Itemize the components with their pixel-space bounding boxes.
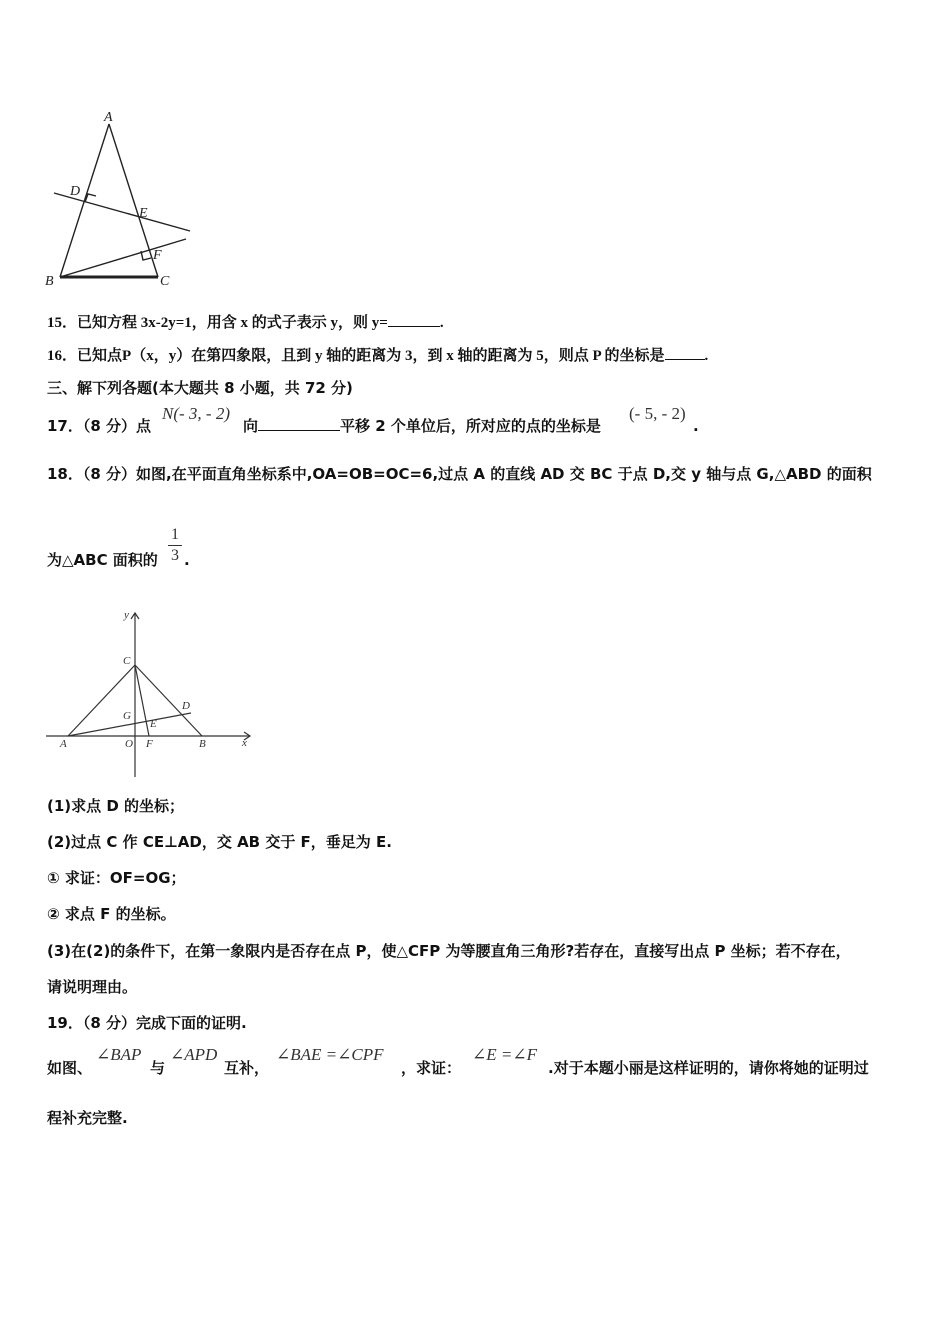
label-b: B <box>45 274 54 289</box>
label-e: E <box>139 206 148 221</box>
question-18-part-2b: ② 求点 F 的坐标。 <box>47 905 176 923</box>
label-e: E <box>150 718 157 730</box>
point-n: N(- 3, - 2) <box>162 404 230 423</box>
question-19-prove: ，求证： <box>401 1059 462 1077</box>
question-18: 18．（8 分）如图,在平面直角坐标系中,OA=OB=OC=6,过点 A 的直线 AD 交 BC 于点 D,交 y 轴与点 G,△ABD 的面积 <box>47 465 872 483</box>
question-18-line2: 为△ABC 面积的 <box>47 551 158 569</box>
segment-ab <box>60 124 109 277</box>
figure-coordinate-plane <box>40 605 260 785</box>
section-3-title: 三、解下列各题(本大题共 8 小题，共 72 分) <box>47 379 353 397</box>
segment-cf <box>135 665 149 736</box>
label-c: C <box>123 655 131 667</box>
angle-bap: ∠BAP <box>96 1045 142 1064</box>
question-19-rest: .对于本题小丽是这样证明的，请你将她的证明过 <box>548 1059 869 1077</box>
condition-angles: ∠BAE =∠CPF <box>276 1045 384 1064</box>
label-f: F <box>146 738 153 750</box>
label-c: C <box>160 274 170 289</box>
segment-bc <box>135 665 202 736</box>
question-19-prefix: 如图、 <box>47 1059 93 1077</box>
label-g: G <box>123 710 131 722</box>
question-19: 19．（8 分）完成下面的证明. <box>47 1014 247 1032</box>
question-18-part-3-cont: 请说明理由。 <box>47 978 138 996</box>
label-x: x <box>242 737 247 749</box>
question-18-part-2: (2)过点 C 作 CE⊥AD，交 AB 交于 F，垂足为 E. <box>47 833 392 851</box>
question-17-end: . <box>693 417 699 435</box>
question-18-part-3: (3)在(2)的条件下，在第一象限内是否存在点 P，使△CFP 为等腰直角三角形?若存在，直接写出点 P 坐标；若不存在， <box>47 942 851 960</box>
fraction-one-third: 1 3 <box>168 526 182 565</box>
question-18-part-2a: ① 求证：OF=OG； <box>47 869 186 887</box>
question-17-cont: 向 平移 2 个单位后，所对应的点的坐标是 <box>243 417 601 435</box>
question-16: 16．已知点P（x，y）在第四象限，且到 y 轴的距离为 3，到 x 轴的距离为 5，则点 P 的坐标是 . <box>47 345 708 366</box>
figure-triangle-abc <box>40 105 200 295</box>
label-b: B <box>199 738 206 750</box>
label-f: F <box>153 248 162 263</box>
answer-blank-17[interactable] <box>258 416 340 431</box>
conclusion-angles: ∠E =∠F <box>472 1045 537 1064</box>
angle-apd: ∠APD <box>170 1045 218 1064</box>
answer-blank-15[interactable] <box>388 312 440 327</box>
label-d: D <box>182 700 190 712</box>
label-d: D <box>70 184 81 199</box>
question-19-line3: 程补充完整. <box>47 1109 128 1127</box>
question-15: 15．已知方程 3x-2y=1，用含 x 的式子表示 y，则 y= . <box>47 312 444 333</box>
result-point: (- 5, - 2) <box>629 404 686 423</box>
label-a: A <box>104 110 113 125</box>
answer-blank-16[interactable] <box>665 345 705 360</box>
question-17: 17．（8 分）点 <box>47 417 152 435</box>
label-y: y <box>124 609 129 621</box>
question-18-end: . <box>184 551 190 569</box>
segment-ac <box>109 124 158 277</box>
question-19-supplementary: 互补， <box>224 1059 270 1077</box>
label-o: O <box>125 738 133 750</box>
question-18-part-1: (1)求点 D 的坐标； <box>47 797 185 815</box>
label-a: A <box>60 738 67 750</box>
question-19-and: 与 <box>150 1059 166 1077</box>
line-bf <box>60 239 186 277</box>
